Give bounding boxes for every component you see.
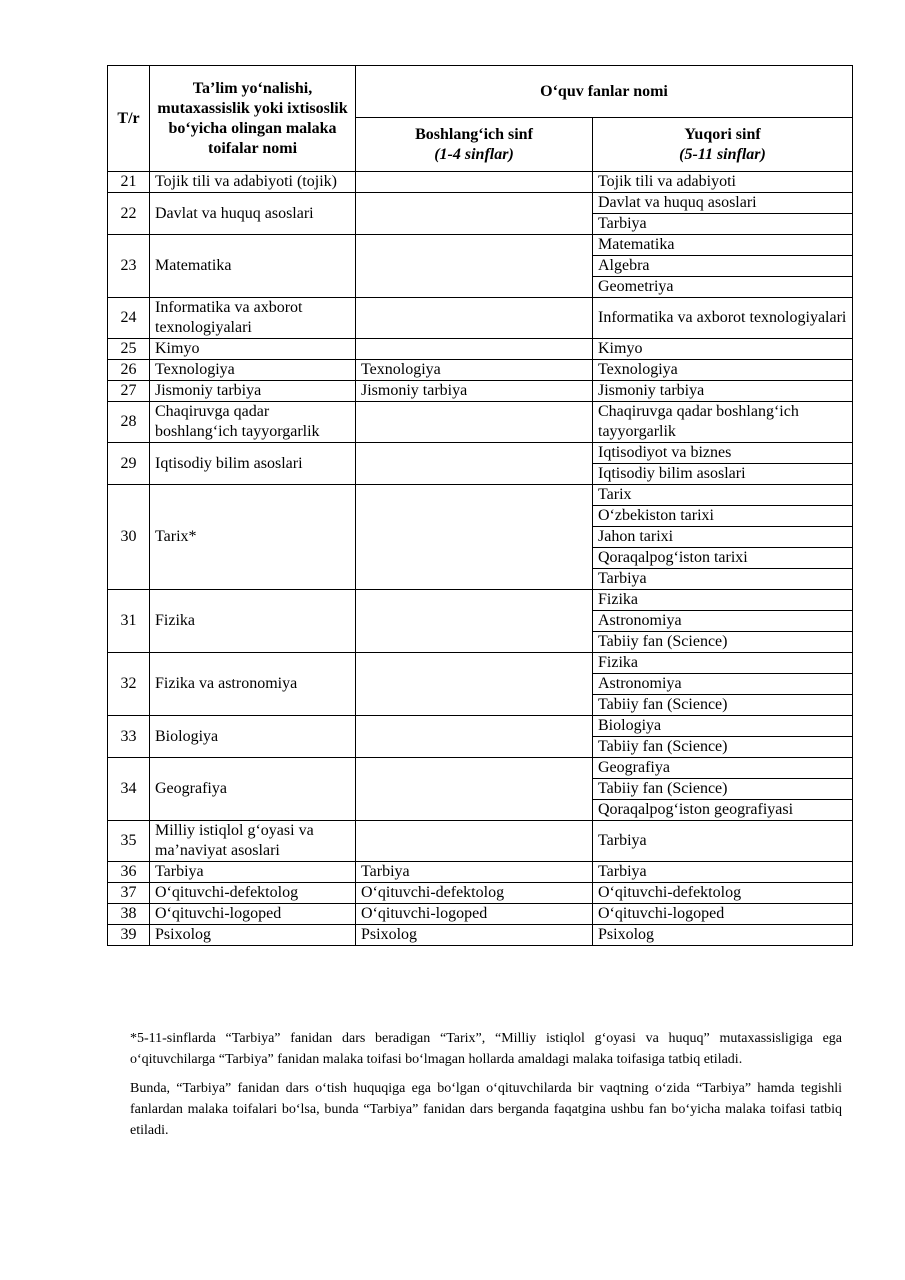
upper-subject: Astronomiya (593, 674, 853, 695)
table-row (108, 443, 853, 464)
table-body (108, 172, 853, 946)
qualification-table (107, 65, 853, 946)
primary-subject (356, 235, 593, 298)
footnotes (130, 1028, 842, 1149)
qualification-name: Biologiya (150, 716, 356, 758)
upper-subject: Psixolog (593, 925, 853, 946)
upper-subject: Fizika (593, 590, 853, 611)
primary-subject (356, 485, 593, 590)
header-primary-title: Boshlang‘ich sinf (415, 125, 533, 143)
header-primary (356, 118, 593, 172)
row-number: 23 (108, 235, 150, 298)
qualification-name: O‘qituvchi-defektolog (150, 883, 356, 904)
qualification-name: O‘qituvchi-logoped (150, 904, 356, 925)
table-row (108, 821, 853, 862)
upper-subject: Qoraqalpog‘iston tarixi (593, 548, 853, 569)
table-row (108, 172, 853, 193)
table-row (108, 862, 853, 883)
qualification-name: Tarix* (150, 485, 356, 590)
header-tr: T/r (108, 66, 150, 172)
header-upper (593, 118, 853, 172)
table-row (108, 298, 853, 339)
primary-subject (356, 716, 593, 758)
row-number: 39 (108, 925, 150, 946)
upper-subject: Tabiiy fan (Science) (593, 695, 853, 716)
footnote-2: Bunda, “Tarbiya” fanidan dars o‘tish huquqiga ega bo‘lgan o‘qituvchilarda bir vaqtning o‘zida “Tarbiya” hamda tegishli fanlardan malaka toifalari bo‘lsa, bunda “Tarbiya” fanidan dars berganda faqatgina ushbu fan bo‘yicha malaka toifasi tatbiq etiladi. (130, 1081, 842, 1138)
primary-subject (356, 821, 593, 862)
upper-subject: Geometriya (593, 277, 853, 298)
table-row (108, 235, 853, 256)
upper-subject: Jahon tarixi (593, 527, 853, 548)
qualification-name: Tojik tili va adabiyoti (tojik) (150, 172, 356, 193)
table-row (108, 381, 853, 402)
upper-subject: Tabiiy fan (Science) (593, 632, 853, 653)
table-row (108, 360, 853, 381)
upper-subject: Fizika (593, 653, 853, 674)
qualification-name: Geografiya (150, 758, 356, 821)
qualification-name: Matematika (150, 235, 356, 298)
qualification-name: Milliy istiqlol g‘oyasi va ma’naviyat asoslari (150, 821, 356, 862)
upper-subject: Tarbiya (593, 214, 853, 235)
row-number: 38 (108, 904, 150, 925)
table-row (108, 402, 853, 443)
table-row (108, 590, 853, 611)
primary-subject: Tarbiya (356, 862, 593, 883)
primary-subject (356, 339, 593, 360)
header-primary-sub: (1-4 sinflar) (434, 145, 514, 163)
primary-subject (356, 193, 593, 235)
row-number: 36 (108, 862, 150, 883)
table-row (108, 485, 853, 506)
upper-subject: Algebra (593, 256, 853, 277)
primary-subject (356, 653, 593, 716)
qualification-name: Texnologiya (150, 360, 356, 381)
primary-subject: Jismoniy tarbiya (356, 381, 593, 402)
qualification-name: Fizika va astronomiya (150, 653, 356, 716)
row-number: 34 (108, 758, 150, 821)
qualification-name: Psixolog (150, 925, 356, 946)
row-number: 25 (108, 339, 150, 360)
upper-subject: Astronomiya (593, 611, 853, 632)
table-row (108, 653, 853, 674)
upper-subject: Tarbiya (593, 821, 853, 862)
primary-subject (356, 298, 593, 339)
upper-subject: Jismoniy tarbiya (593, 381, 853, 402)
qualification-name: Jismoniy tarbiya (150, 381, 356, 402)
upper-subject: Matematika (593, 235, 853, 256)
row-number: 22 (108, 193, 150, 235)
table-row (108, 883, 853, 904)
row-number: 30 (108, 485, 150, 590)
primary-subject: O‘qituvchi-defektolog (356, 883, 593, 904)
table-row (108, 193, 853, 214)
table-row (108, 716, 853, 737)
row-number: 28 (108, 402, 150, 443)
upper-subject: Qoraqalpog‘iston geografiyasi (593, 800, 853, 821)
primary-subject (356, 443, 593, 485)
upper-subject: O‘zbekiston tarixi (593, 506, 853, 527)
row-number: 33 (108, 716, 150, 758)
upper-subject: Tojik tili va adabiyoti (593, 172, 853, 193)
row-number: 21 (108, 172, 150, 193)
row-number: 26 (108, 360, 150, 381)
upper-subject: Tabiiy fan (Science) (593, 779, 853, 800)
upper-subject: Texnologiya (593, 360, 853, 381)
qualification-name: Davlat va huquq asoslari (150, 193, 356, 235)
primary-subject (356, 758, 593, 821)
row-number: 31 (108, 590, 150, 653)
upper-subject: Informatika va axborot texnologiyalari (593, 298, 853, 339)
upper-subject: Tabiiy fan (Science) (593, 737, 853, 758)
qualification-name: Kimyo (150, 339, 356, 360)
upper-subject: Tarix (593, 485, 853, 506)
table-row (108, 758, 853, 779)
row-number: 24 (108, 298, 150, 339)
upper-subject: Iqtisodiyot va biznes (593, 443, 853, 464)
row-number: 35 (108, 821, 150, 862)
row-number: 37 (108, 883, 150, 904)
upper-subject: Davlat va huquq asoslari (593, 193, 853, 214)
upper-subject: Geografiya (593, 758, 853, 779)
qualification-name: Fizika (150, 590, 356, 653)
table-header (108, 66, 853, 172)
table-row (108, 925, 853, 946)
upper-subject: O‘qituvchi-logoped (593, 904, 853, 925)
upper-subject: O‘qituvchi-defektolog (593, 883, 853, 904)
upper-subject: Tarbiya (593, 569, 853, 590)
primary-subject: Texnologiya (356, 360, 593, 381)
primary-subject (356, 402, 593, 443)
row-number: 32 (108, 653, 150, 716)
qualification-name: Informatika va axborot texnologiyalari (150, 298, 356, 339)
row-number: 29 (108, 443, 150, 485)
table-row (108, 339, 853, 360)
row-number: 27 (108, 381, 150, 402)
primary-subject: O‘qituvchi-logoped (356, 904, 593, 925)
qualification-name: Chaqiruvga qadar boshlang‘ich tayyorgarlik (150, 402, 356, 443)
primary-subject (356, 590, 593, 653)
primary-subject (356, 172, 593, 193)
upper-subject: Biologiya (593, 716, 853, 737)
header-upper-sub: (5-11 sinflar) (679, 145, 766, 163)
header-upper-title: Yuqori sinf (684, 125, 761, 143)
upper-subject: Chaqiruvga qadar boshlang‘ich tayyorgarlik (593, 402, 853, 443)
header-subjects: O‘quv fanlar nomi (356, 66, 853, 118)
qualification-name: Tarbiya (150, 862, 356, 883)
upper-subject: Kimyo (593, 339, 853, 360)
qualification-name: Iqtisodiy bilim asoslari (150, 443, 356, 485)
primary-subject: Psixolog (356, 925, 593, 946)
footnote-1: *5-11-sinflarda “Tarbiya” fanidan dars beradigan “Tarix”, “Milliy istiqlol g‘oyasi va huquq” mutaxassisligiga ega o‘qituvchilarga “Tarbiya” fanidan malaka toifasi bo‘lmagan hollarda amaldagi malaka toifasiga tatbiq etiladi. (130, 1031, 842, 1067)
table-row (108, 904, 853, 925)
upper-subject: Iqtisodiy bilim asoslari (593, 464, 853, 485)
header-direction: Ta’lim yo‘nalishi, mutaxassislik yoki ixtisoslik bo‘yicha olingan malaka toifalar nomi (150, 66, 356, 172)
upper-subject: Tarbiya (593, 862, 853, 883)
